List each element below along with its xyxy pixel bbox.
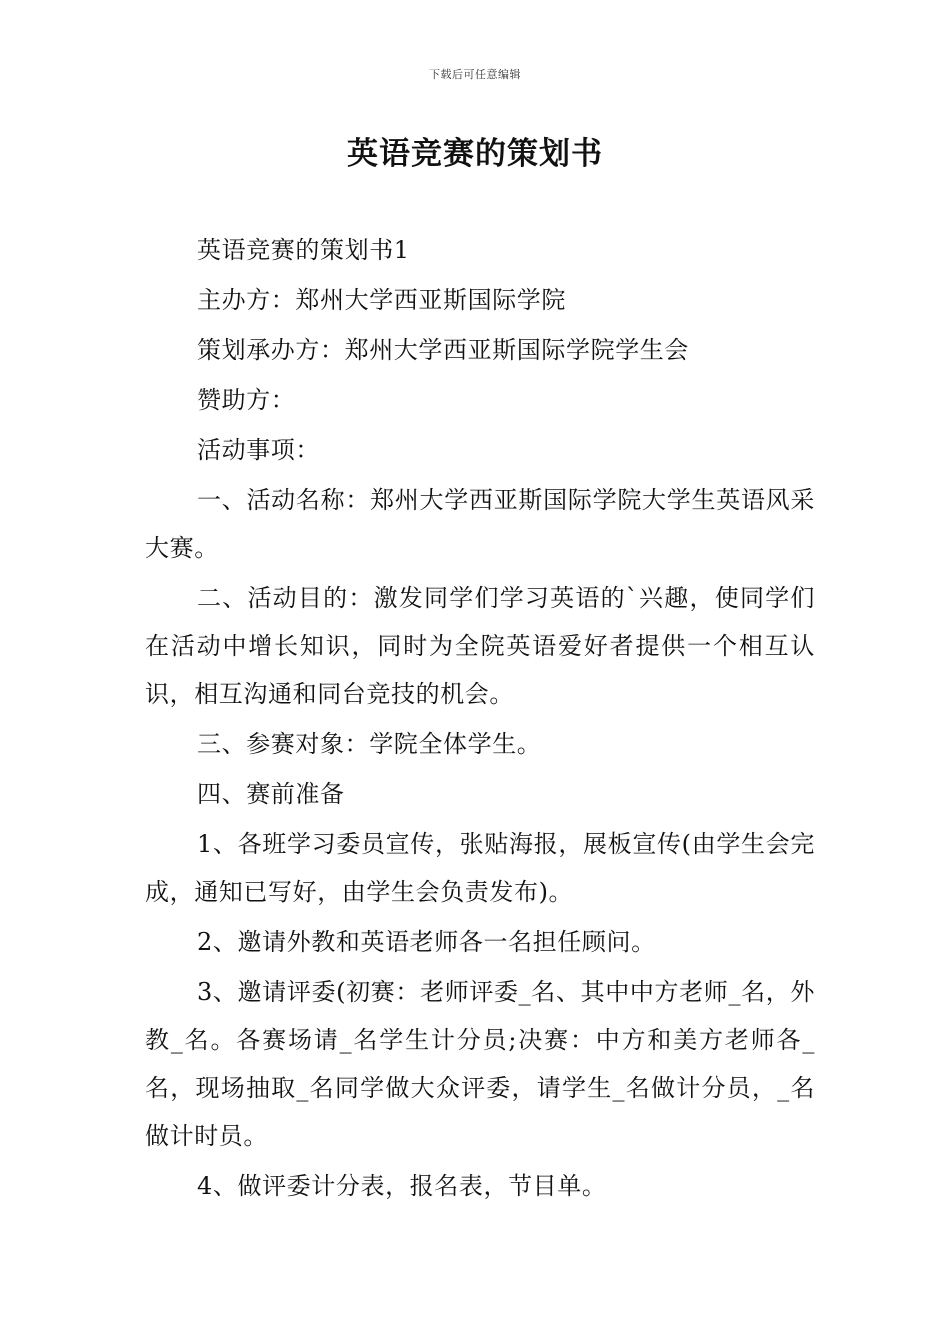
paragraph-sponsor: 赞助方： [197, 386, 296, 414]
paragraph-activity-purpose: 二、活动目的：激发同学们学习英语的`兴趣，使同学们在活动中增长知识，同时为全院英语爱好者提供一个相互认识，相互沟通和同台竞技的机会。 [145, 584, 815, 708]
paragraph-organizer: 策划承办方：郑州大学西亚斯国际学院学生会 [197, 336, 689, 364]
paragraph-prep-item-1: 1、各班学习委员宣传，张贴海报，展板宣传(由学生会完成，通知已写好，由学生会负责发布)。 [145, 830, 815, 906]
document-body [145, 226, 815, 1212]
paragraph-activity-name: 一、活动名称：郑州大学西亚斯国际学院大学生英语风采大赛。 [145, 486, 815, 562]
paragraph-prep-item-2: 2、邀请外教和英语老师各一名担任顾问。 [197, 928, 656, 956]
document-title: 英语竞赛的策划书 [347, 136, 603, 172]
paragraph-participants: 三、参赛对象：学院全体学生。 [197, 730, 542, 758]
paragraph-activity-items: 活动事项： [197, 436, 320, 464]
header-note: 下载后可任意编辑 [429, 68, 521, 81]
paragraph-prep-item-4: 4、做评委计分表，报名表，节目单。 [197, 1172, 607, 1200]
paragraph-subtitle: 英语竞赛的策划书1 [197, 236, 410, 264]
paragraph-preparation: 四、赛前准备 [197, 780, 345, 808]
paragraph-host: 主办方：郑州大学西亚斯国际学院 [197, 286, 566, 314]
paragraph-prep-item-3: 3、邀请评委(初赛：老师评委_名、其中中方老师_名，外教_名。各赛场请_名学生计分员;决赛：中方和美方老师各_名，现场抽取_名同学做大众评委，请学生_名做计分员，_名做计时员。 [145, 978, 815, 1150]
